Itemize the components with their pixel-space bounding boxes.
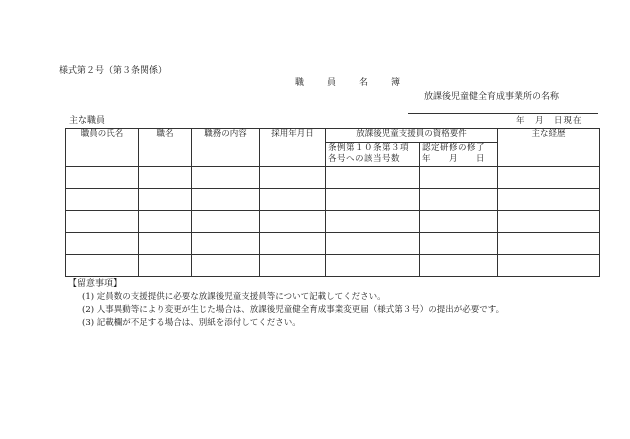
table-cell[interactable] [326, 167, 420, 189]
table-row [66, 189, 600, 211]
table-cell[interactable] [192, 189, 260, 211]
table-cell[interactable] [420, 211, 498, 233]
table-cell[interactable] [260, 167, 326, 189]
table-cell[interactable] [66, 255, 139, 277]
col-header-career: 主な経歴 [498, 129, 600, 167]
staff-table [65, 128, 600, 277]
table-cell[interactable] [260, 255, 326, 277]
table-cell[interactable] [260, 211, 326, 233]
facility-name-label: 放課後児童健全育成事業所の名称 [424, 92, 560, 102]
table-cell[interactable] [326, 189, 420, 211]
col-header-qualification: 放課後児童支援員の資格要件 [326, 129, 498, 143]
table-cell[interactable] [326, 233, 420, 255]
table-cell[interactable] [498, 233, 600, 255]
table-cell[interactable] [326, 211, 420, 233]
table-cell[interactable] [260, 189, 326, 211]
table-cell[interactable] [260, 233, 326, 255]
table-row [66, 211, 600, 233]
table-cell[interactable] [192, 167, 260, 189]
table-row [66, 233, 600, 255]
facility-name-line [408, 113, 598, 114]
table-cell[interactable] [420, 255, 498, 277]
table-cell[interactable] [66, 233, 139, 255]
table-cell[interactable] [66, 167, 139, 189]
document-title: 職 員 名 簿 [295, 78, 408, 88]
note-item: (3) 記載欄が不足する場合は、別紙を添付してください。 [82, 318, 301, 328]
table-cell[interactable] [139, 211, 192, 233]
table-row [66, 255, 600, 277]
table-cell[interactable] [192, 211, 260, 233]
table-cell[interactable] [498, 189, 600, 211]
col-header-duties: 職務の内容 [192, 129, 260, 167]
table-cell[interactable] [139, 255, 192, 277]
qual-article-line1: 条例第１０条第３項 [328, 143, 410, 153]
qual-article-line2: 各号への該当号数 [328, 154, 401, 164]
notes-heading: 【留意事項】 [68, 279, 123, 289]
qual-training-line2: 年 月 日 [422, 154, 486, 164]
table-cell[interactable] [139, 233, 192, 255]
table-cell[interactable] [498, 211, 600, 233]
table-cell[interactable] [420, 167, 498, 189]
col-header-name: 職員の氏名 [66, 129, 139, 167]
table-cell[interactable] [139, 189, 192, 211]
qual-training-line1: 認定研修の修了 [422, 143, 486, 153]
table-body [66, 167, 600, 277]
as-of-date: 年 月 日現在 [516, 116, 583, 126]
note-item: (1) 定員数の支援提供に必要な放課後児童支援員等について記載してください。 [82, 292, 386, 302]
col-header-hire-date: 採用年月日 [260, 129, 326, 167]
table-cell[interactable] [66, 189, 139, 211]
form-number: 様式第２号（第３条関係） [59, 66, 168, 76]
note-item: (2) 人事異動等により変更が生じた場合は、放課後児童健全育成事業変更届（様式第３号）の提出が必要です。 [82, 305, 505, 315]
table-cell[interactable] [192, 255, 260, 277]
col-header-position: 職名 [139, 129, 192, 167]
table-cell[interactable] [66, 211, 139, 233]
section-label: 主な職員 [69, 116, 106, 126]
table-cell[interactable] [192, 233, 260, 255]
table-cell[interactable] [420, 189, 498, 211]
table-row [66, 167, 600, 189]
col-header-qual-article [326, 143, 420, 167]
table-cell[interactable] [420, 233, 498, 255]
table-cell[interactable] [498, 255, 600, 277]
table-cell[interactable] [498, 167, 600, 189]
table-cell[interactable] [326, 255, 420, 277]
col-header-qual-training [420, 143, 498, 167]
table-cell[interactable] [139, 167, 192, 189]
